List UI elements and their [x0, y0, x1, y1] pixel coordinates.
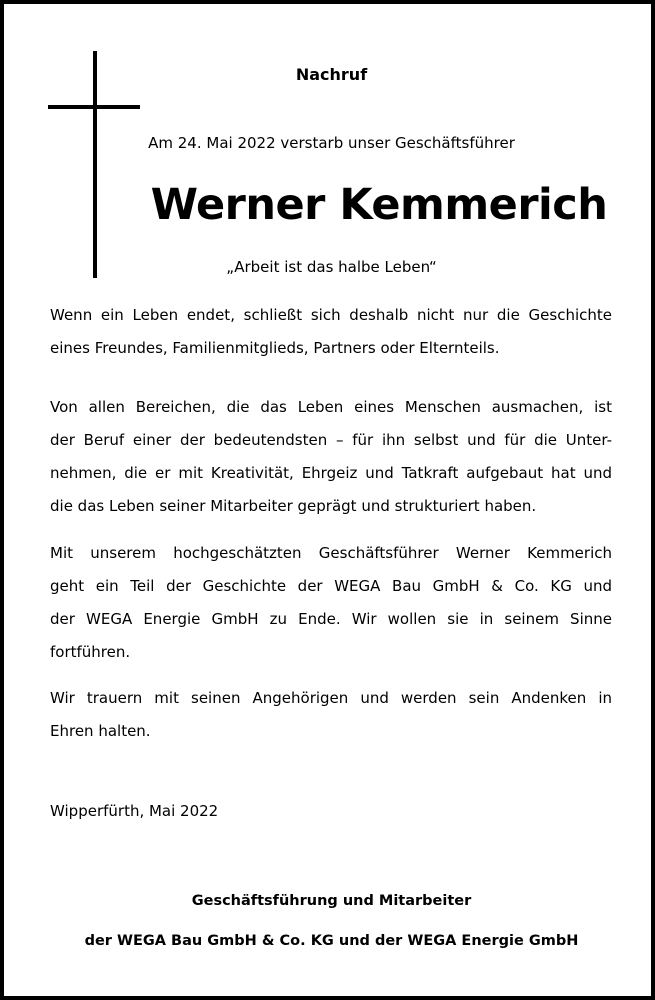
- cross-symbol-vertical: [93, 51, 97, 278]
- deceased-name: Werner Kemmerich: [150, 180, 608, 230]
- paragraph-line: der Beruf einer der bedeutendsten – für ihn selbst und für die Unter-: [50, 431, 612, 449]
- place-and-date: Wipperfürth, Mai 2022: [50, 802, 219, 820]
- signature-line-1: Geschäftsführung und Mitarbeiter: [191, 893, 472, 909]
- signature-line-2: der WEGA Bau GmbH & Co. KG und der WEGA Energie GmbH: [84, 933, 579, 949]
- paragraph-line: Wenn ein Leben endet, schließt sich deshalb nicht nur die Geschichte: [50, 306, 612, 324]
- paragraph-line: Mit unserem hochgeschätzten Geschäftsführer Werner Kemmerich: [50, 544, 612, 562]
- death-announcement: Am 24. Mai 2022 verstarb unser Geschäftsführer: [148, 134, 515, 152]
- notice-title: Nachruf: [295, 65, 368, 84]
- paragraph-line: nehmen, die er mit Kreativität, Ehrgeiz und Tatkraft aufgebaut hat und: [50, 464, 612, 482]
- paragraph-2: [50, 396, 612, 528]
- paragraph-line: Von allen Bereichen, die das Leben eines Menschen ausmachen, ist: [50, 398, 612, 416]
- paragraph-line: der WEGA Energie GmbH zu Ende. Wir wollen sie in seinem Sinne: [50, 610, 612, 628]
- motto-quote: „Arbeit ist das halbe Leben“: [226, 258, 437, 276]
- paragraph-line: Wir trauern mit seinen Angehörigen und werden sein Andenken in: [50, 689, 612, 707]
- paragraph-line: geht ein Teil der Geschichte der WEGA Bau GmbH & Co. KG und: [50, 577, 612, 595]
- paragraph-1: [50, 304, 612, 370]
- paragraph-line: eines Freundes, Familienmitglieds, Partners oder Elternteils.: [50, 339, 500, 357]
- paragraph-line: die das Leben seiner Mitarbeiter geprägt und strukturiert haben.: [50, 497, 537, 515]
- cross-symbol-horizontal: [48, 105, 140, 109]
- paragraph-4: [50, 687, 612, 753]
- paragraph-line: Ehren halten.: [50, 722, 151, 740]
- paragraph-3: [50, 542, 612, 674]
- paragraph-line: fortführen.: [50, 643, 131, 661]
